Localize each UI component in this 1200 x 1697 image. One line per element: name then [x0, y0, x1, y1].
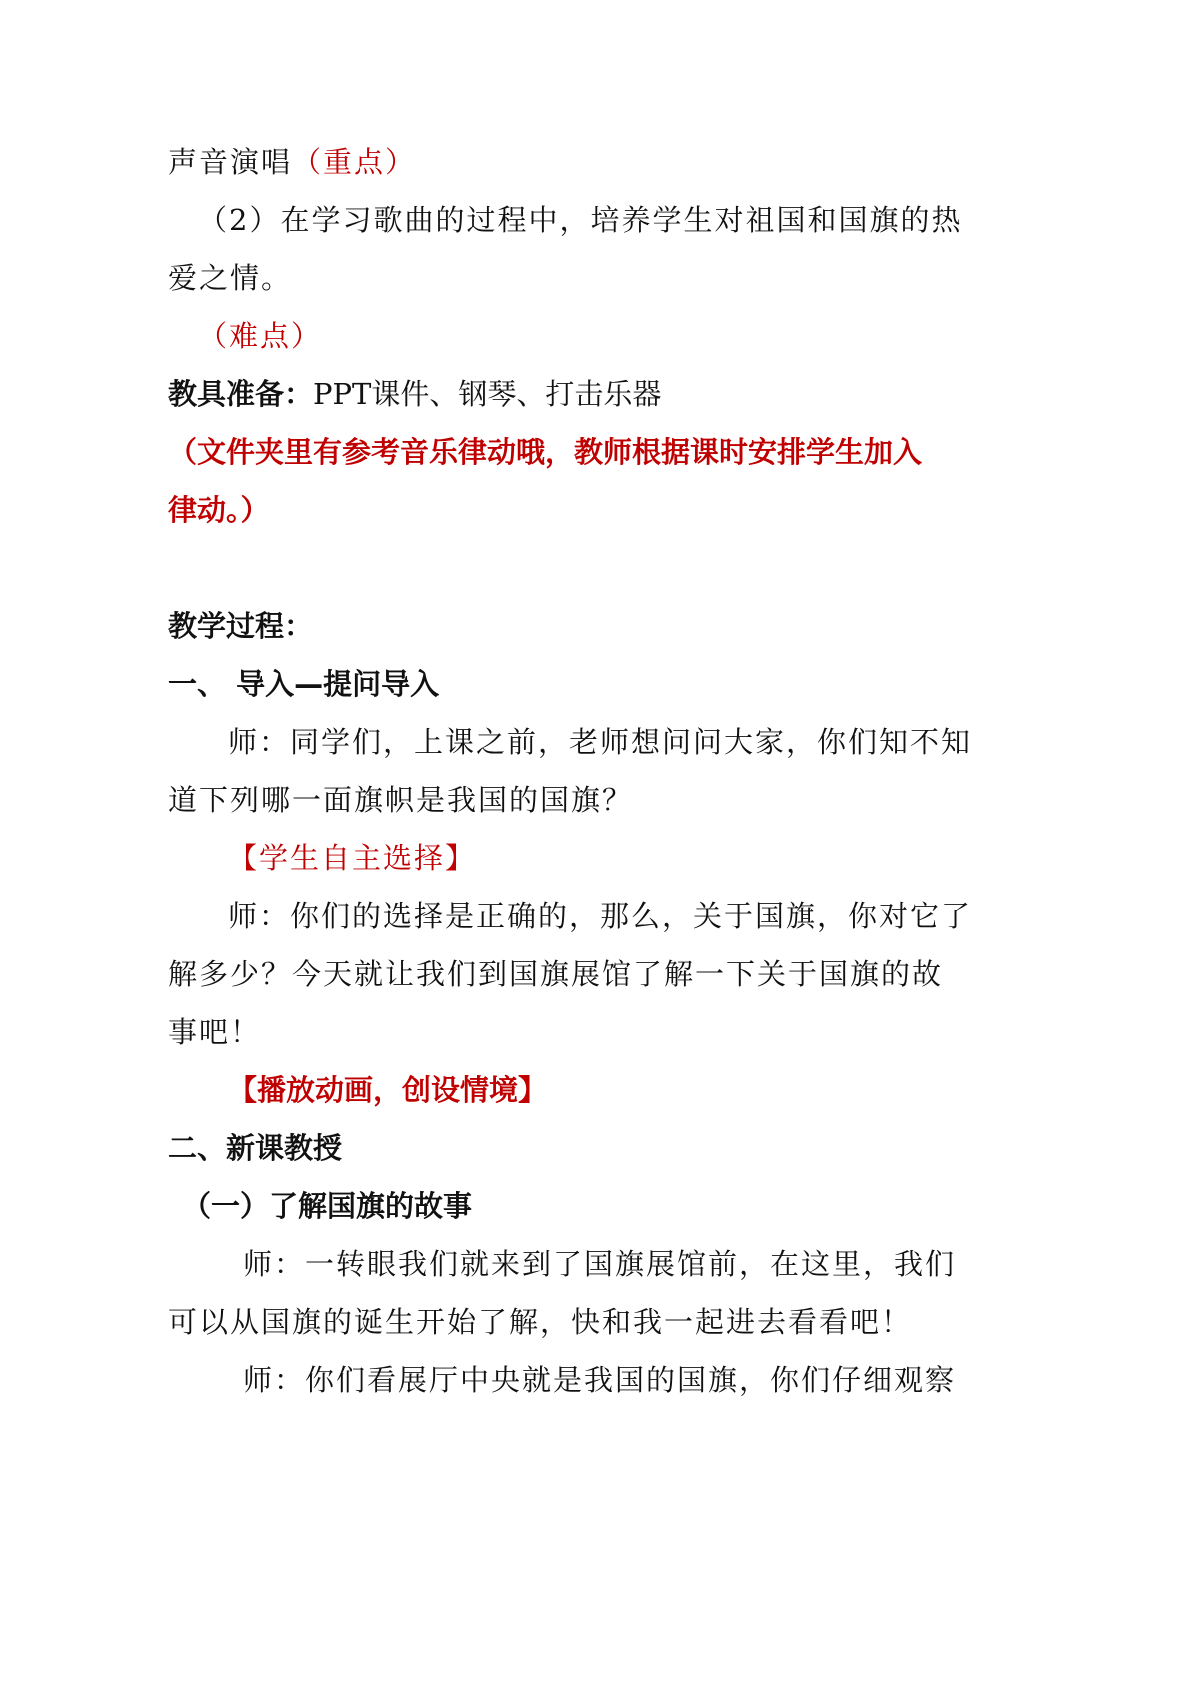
paragraph-line	[228, 722, 972, 762]
body-text: （2）在学习歌曲的过程中，培养学生对祖国和国旗的热	[198, 203, 963, 237]
heading-text: 二、新课教授	[168, 1131, 343, 1165]
body-text: 声音演唱	[168, 145, 293, 179]
body-text: 【播放动画，创设情境】	[228, 1073, 548, 1107]
heading-text: （一）了解国旗的故事	[182, 1189, 473, 1223]
paragraph-line	[168, 1012, 261, 1052]
note-line	[168, 432, 922, 472]
paragraph-line	[228, 896, 972, 936]
body-text: 解多少？今天就让我们到国旗展馆了解一下关于国旗的故	[168, 957, 944, 991]
activity-label	[228, 838, 476, 878]
body-text: 【学生自主选择】	[228, 841, 477, 875]
body-text: 道下列哪一面旗帜是我国的国旗？	[168, 783, 634, 817]
heading-text: 教学过程：	[168, 609, 314, 643]
paragraph-line	[168, 142, 416, 182]
paragraph-line	[243, 1244, 956, 1284]
paragraph-line	[168, 258, 292, 298]
heading-text: 一、 导入—提问导入	[168, 667, 440, 701]
body-text: 师：你们的选择是正确的，那么，关于国旗，你对它了	[228, 899, 973, 933]
paragraph-line	[168, 780, 633, 820]
paragraph-line	[168, 1302, 912, 1342]
note-line	[168, 490, 270, 530]
body-text: 事吧！	[168, 1015, 262, 1049]
body-text: （难点）	[198, 319, 323, 353]
section-heading	[168, 1128, 342, 1168]
note-text: （文件夹里有参考音乐律动哦，教师根据课时安排学生加入	[168, 435, 923, 469]
difficulty-label	[198, 316, 322, 356]
body-text: PPT课件、钢琴、打击乐器	[313, 377, 662, 411]
note-text: 律动。）	[168, 493, 270, 527]
body-text: 爱之情。	[168, 261, 293, 295]
section-heading	[168, 606, 313, 646]
body-text: 可以从国旗的诞生开始了解，快和我一起进去看看吧！	[168, 1305, 913, 1339]
paragraph-line	[168, 954, 943, 994]
section-heading	[168, 664, 439, 704]
teaching-aids-line	[168, 374, 661, 414]
paragraph-line	[243, 1360, 956, 1400]
section-label: 教具准备：	[168, 377, 314, 411]
body-text: 师：一转眼我们就来到了国旗展馆前，在这里，我们	[243, 1247, 957, 1281]
activity-label	[228, 1070, 547, 1110]
body-text: 师：同学们，上课之前，老师想问问大家，你们知不知	[228, 725, 973, 759]
body-text: 师：你们看展厅中央就是我国的国旗，你们仔细观察	[243, 1363, 957, 1397]
paragraph-line	[198, 200, 962, 240]
subsection-heading	[182, 1186, 472, 1226]
key-point-label: （重点）	[292, 145, 417, 179]
